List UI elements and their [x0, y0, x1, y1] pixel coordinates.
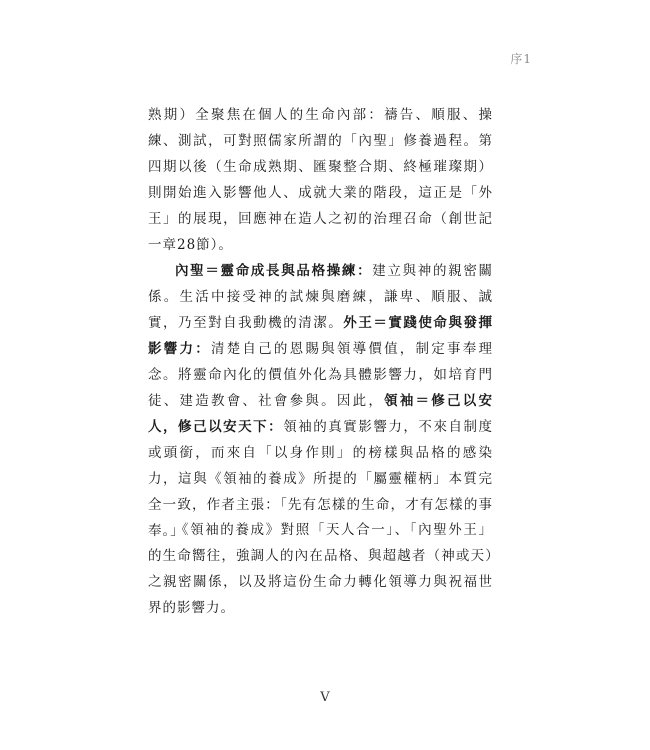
paragraph-1-text: 熟期）全聚焦在個人的生命內部：禱告、順服、操練、測試，可對照儒家所謂的「內聖」修養過程。第四期以後（生命成熟期、匯聚整合期、終極璀璨期）則開始進入影響他人、成就大業的階段，這正是「外王」的展現，回應神在造人之初的治理召命（創世記一章28節）。 [148, 107, 493, 253]
paragraph-1 [148, 102, 493, 258]
outer-king-heading: 外王＝實踐使命與發揮影響力： [148, 315, 494, 357]
leader-text: 領袖的真實影響力，不來自制度或頭銜，而來自「以身作則」的榜樣與品格的感染力，這與《領袖的養成》所提的「屬靈權柄」本質完全一致，作者主張：「先有怎樣的生命，才有怎樣的事奉。」 [148, 419, 494, 539]
page-number: V [320, 690, 330, 705]
leader-heading: 領袖＝修己以安人，修己以安天下： [148, 393, 494, 435]
paragraph-3 [148, 517, 493, 621]
paragraph-2 [148, 258, 493, 544]
inner-sage-heading: 內聖＝靈命成長與品格操練： [175, 263, 373, 279]
paragraph-2-text [148, 258, 493, 544]
outer-king-text: 清楚自己的恩賜與領導價值，制定事奉理念。將靈命內化的價值外化為具體影響力，如培育門徒、建造教會、社會參與。因此， [148, 341, 494, 409]
paragraph-3-text: 《領袖的養成》對照「天人合一」、「內聖外王」的生命嚮往，強調人的內在品格、與超越者（神或天）之親密關係，以及將這份生命力轉化領導力與祝福世界的影響力。 [148, 522, 493, 616]
section-label: 序1 [510, 52, 532, 66]
inner-sage-text: 建立與神的親密關係。生活中接受神的試煉與磨練，謙卑、順服、誠實，乃至對自我動機的清潔。 [148, 263, 494, 331]
